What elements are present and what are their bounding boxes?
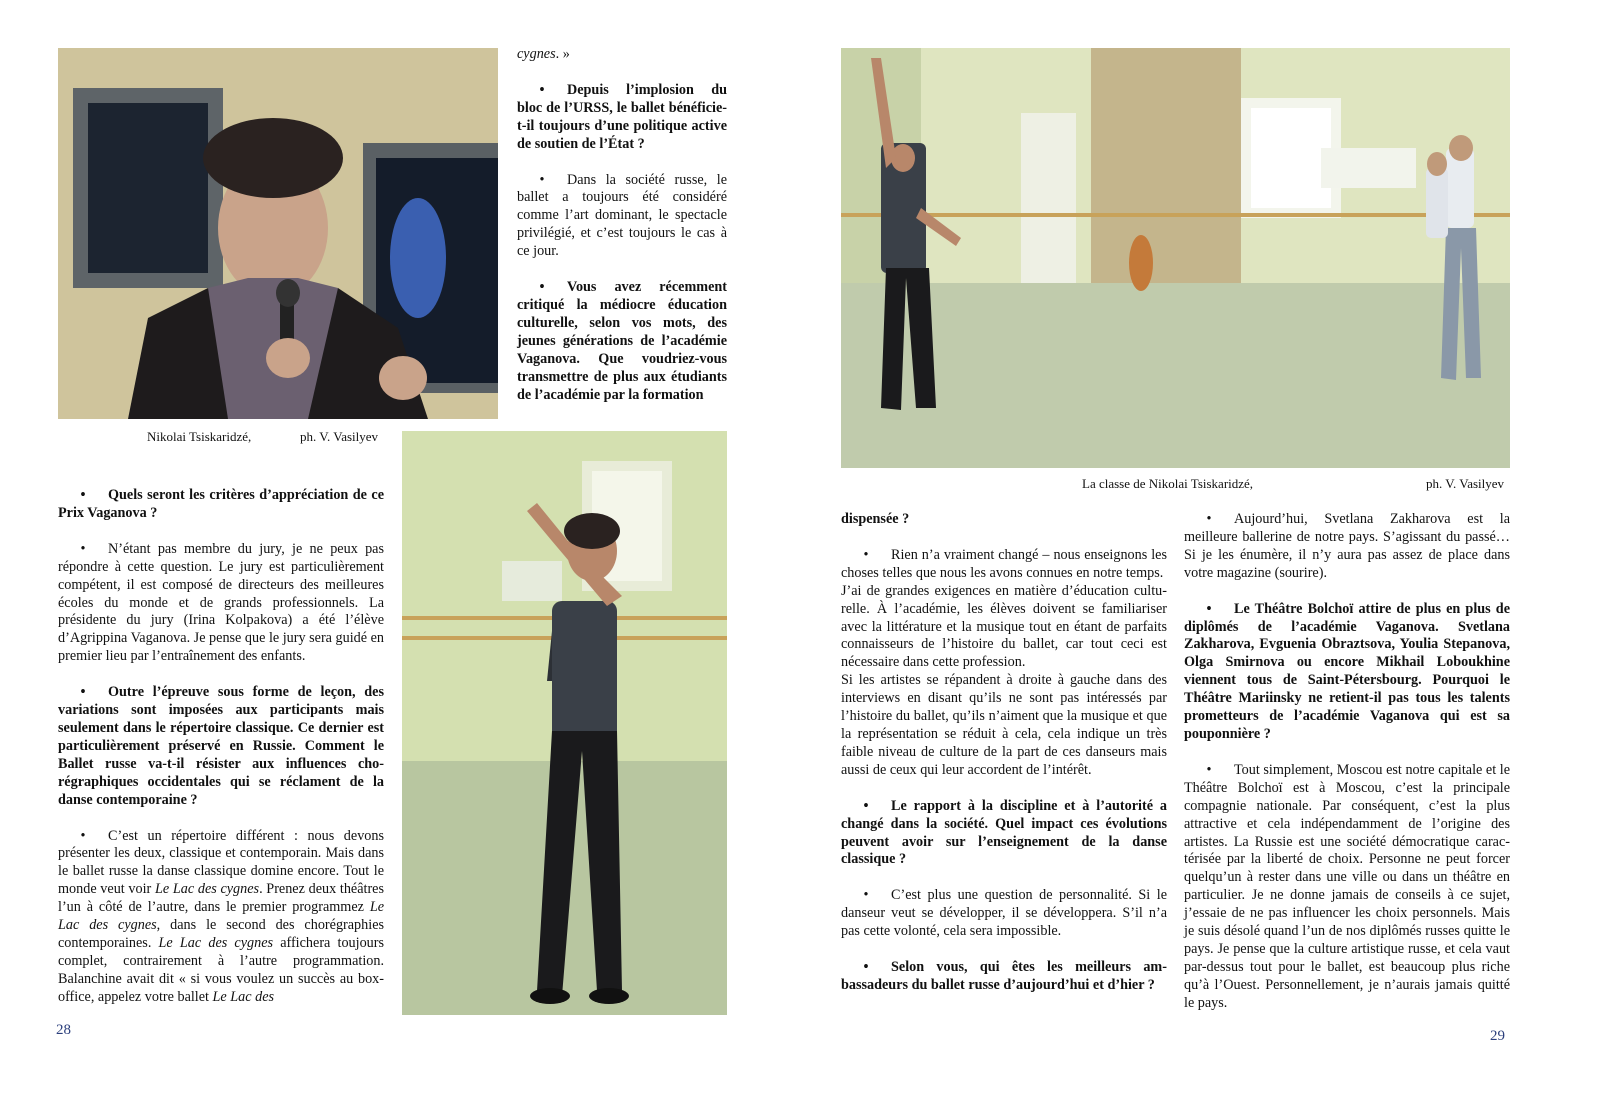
italic-title: Le Lac des cygnes [158, 934, 274, 951]
photo-caption-name: La classe de Nikolai Tsiskaridzé, [1082, 476, 1254, 491]
question-text: Vous avez récemment critiqué la médiocre éducation culturelle, selon vos mots, des jeunes générations de l’académie Vaganova. Que voudriez-vous transmettre de plus aux étudiants de l’académie par la formation [517, 279, 727, 403]
right-column-2 [1184, 511, 1510, 1013]
answer-paragraph [1184, 511, 1510, 583]
question-paragraph [841, 511, 1167, 529]
question-text: dispensée ? [841, 511, 910, 527]
question-text: Quels seront les critères d’appréciation de ce Prix Vaganova ? [58, 487, 384, 521]
italic-title: Le Lac des cygnes [58, 899, 384, 934]
bullet: • [1206, 761, 1212, 778]
question-paragraph [58, 487, 384, 523]
text-run: Rien n’a vraiment changé – nous enseignons les choses telles que nous les avons connues en notre temps. [841, 546, 1167, 581]
answer-paragraph [841, 547, 1167, 583]
bullet: • [863, 887, 869, 904]
question-text: Le rapport à la discipline et à l’autorité a changé dans la société. Quel impact ces évolutions peuvent avoir sur l’enseignement de la danse classique ? [841, 797, 1167, 868]
question-text: Outre l’épreuve sous forme de leçon, des variations sont imposées aux participants mais seulement dans le répertoire classique. Ce dernier est particulièrement préservé en Russie. Comment le Ballet russe va-t-il résister aux influences chorégraphiques occidentales qui se réclament de la danse contemporaine ? [58, 684, 384, 808]
right-column-1 [841, 511, 1167, 995]
italic-title: Le Lac des cygnes [154, 881, 260, 898]
question-paragraph [1184, 601, 1510, 744]
text-run: Dans la société russe, le ballet a toujours été considéré comme l’art dominant, le spectacle privilégié, et c’est toujours le cas à ce jour. [517, 171, 727, 260]
italic-title: cygnes [517, 46, 556, 62]
text-run: N’étant pas membre du jury, je ne peux pas répondre à cette question. Le jury est particulièrement compétent, il est composé de directeurs des meilleures écoles du monde et de grands professionnels. La présidente du jury (Irina Kolpakova) a été l’élève d’Agrippina Vaganova. Je pense que le jury sera guidé en premier lieu par l’entraînement des enfants. [58, 540, 384, 665]
question-text: Depuis l’implosion du bloc de l’URSS, le ballet bénéficie-t-il toujours d’une politique active de soutien de l’État ? [517, 81, 727, 152]
bullet: • [539, 171, 545, 188]
bullet: • [1206, 600, 1212, 617]
bullet: • [80, 487, 86, 503]
question-text: Le Théâtre Bolchoï attire de plus en plus de diplômés de l’académie Vaganova. Svetlana Zakharova, Evguenia Obraztsova, Youlia Stepanova, Olga Smirnova ou encore Mikhail Loboukhine viennent tous de Saint-Pétersbourg. Pourquoi le Théâtre Mariinsky ne retient-il pas tous les talents prometteurs de l’académie Vaganova qui est sa pouponnière ? [1184, 600, 1510, 742]
text-run: Si les artistes se répandent à droite à gauche dans des interviews en disant qu’ils ne sont pas intéressés par l’histoire du ballet, qu’ils n’aiment que la musique et que la représentation se réduit à cela, cela indique un très faible niveau de culture de la part de ces danseurs mais aussi de ceux qui leur accordent de l’intérêt. [841, 672, 1167, 778]
body-paragraph [841, 672, 1167, 779]
body-paragraph [841, 583, 1167, 673]
photo1-caption-name: Nikolai Tsiskaridzé, [147, 429, 252, 444]
answer-paragraph [58, 828, 384, 1007]
page-number-left: 28 [56, 1022, 71, 1038]
text-run: . » [555, 46, 570, 62]
answer-paragraph [841, 887, 1167, 941]
photo-dancer-teaching [402, 431, 727, 1015]
text-run: , dans le second des chorégraphies contemporaines. [58, 917, 385, 951]
question-text: Selon vous, qui êtes les meilleurs ambassadeurs du ballet russe d’aujourd’hui et d’hier ? [841, 959, 1167, 993]
question-paragraph [517, 82, 727, 154]
text-run: . Prenez deux théâtres l’un à côté de l’autre, dans le premier programmez [58, 881, 384, 916]
bullet: • [80, 684, 86, 701]
bullet: • [863, 797, 869, 814]
text-run: Aujourd’hui, Svetlana Zakharova est la meilleure ballerine de notre pays. S’agissant du passé… Si je les énumère, il n’y aura pas assez de place dans votre magazine (sourire). [1184, 511, 1510, 581]
text-run: Tout simplement, Moscou est notre capitale et le Théâtre Bolchoï est à Moscou, c’est la principale compagnie nationale. Par conséquent, c’est la plus attractive et cela indépendamment de l’origine des artistes. La Russie est une société démocratique caractérisée par la liberté de choix. Personne ne peut forcer quelqu’un à rester dans une ville ou dans un théâtre en particulier. Je ne donne jamais de conseils à ce sujet, j’essaie de ne pas influencer les choix personnels. Mais je suis désolé quand l’un de nos diplômés russes quitte le pays. Je pense que la culture artistique russe, et cela vaut par-dessus tout pour le ballet, est beaucoup plus riche qu’à l’Ouest. Personnellement, je n’aurais jamais quitté le pays. [1184, 761, 1510, 1011]
bullet: • [863, 546, 869, 563]
italic-title: Le Lac des [212, 988, 275, 1005]
bullet: • [539, 81, 545, 98]
answer-paragraph [517, 46, 727, 64]
bullet: • [1206, 511, 1212, 527]
question-paragraph [517, 279, 727, 404]
text-run: affichera toujours complet, contrairement à l’autre programmation. Balanchine avait dit « si vous voulez un succès au box-office, appelez votre ballet [58, 934, 385, 1005]
left-column-1-bottom [58, 487, 384, 1007]
photo-portrait-microphone [58, 48, 498, 419]
photo-caption-credit: ph. V. Vasilyev [1426, 476, 1505, 491]
photo-ballet-class [841, 48, 1510, 468]
text-run: C’est un répertoire différent : nous devons présenter les deux, classique et contemporain. Mais dans le ballet russe la danse classique domine encore. Tout le monde veut voir [58, 827, 384, 898]
bullet: • [539, 279, 545, 296]
bullet: • [80, 827, 86, 844]
question-paragraph [841, 798, 1167, 870]
page-number-right: 29 [1490, 1028, 1505, 1044]
question-paragraph [841, 959, 1167, 995]
answer-paragraph [58, 541, 384, 666]
bullet: • [80, 540, 86, 557]
bullet: • [863, 959, 869, 976]
answer-paragraph [1184, 762, 1510, 1013]
left-column-2-top [517, 46, 727, 404]
photo1-caption-credit: ph. V. Vasilyev [300, 429, 379, 444]
answer-paragraph [517, 172, 727, 262]
question-paragraph [58, 684, 384, 809]
text-run: J’ai de grandes exigences en matière d’éducation culturelle. À l’académie, les élèves doivent se familiariser avec la littérature et la musique tout en étant de parfaits connaisseurs de l’histoire du ballet, car tout ceci est nécessaire dans cette profession. [841, 582, 1167, 671]
text-run: C’est plus une question de personnalité. Si le danseur veut se développer, il se développera. S’il n’a pas cette volonté, cela sera impossible. [841, 887, 1167, 940]
